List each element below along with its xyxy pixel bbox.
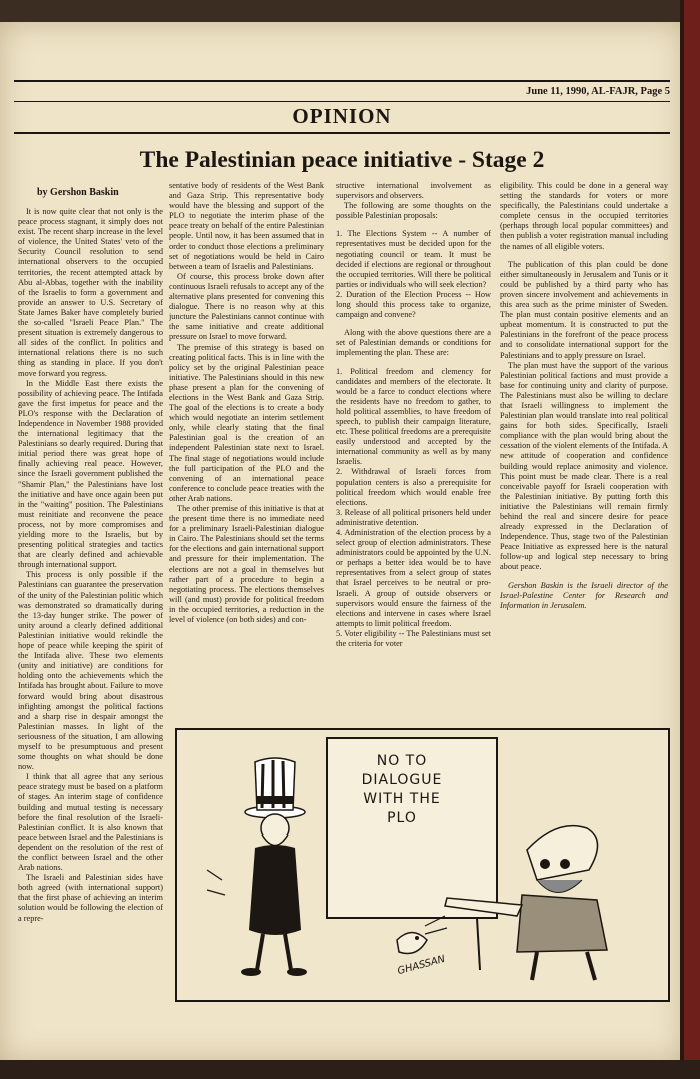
list-item: 2. Withdrawal of Israeli forces from population centers is also a prerequisite for political freedom which would enable free elections. [336, 467, 491, 507]
page-folio: June 11, 1990, AL-FAJR, Page 5 [526, 86, 670, 97]
list-item: 1. Political freedom and clemency for candidates and members of the electorate. It would be a farce to conduct elections where the residents have no freedom to gather, to hold political assemblies, to have freedom of speech, to publish their campaign literature, etc. These political freedoms are a prerequisite easily understood and accepted by the international community as well as by many Israelis. [336, 366, 491, 467]
paragraph: structive international involvement as supervisors and observers. [336, 181, 491, 201]
article-column-4 [500, 181, 668, 721]
list-item: 2. Duration of the Election Process -- How long should this process take to organize, campaign and convene? [336, 289, 491, 320]
sign-line: WITH THE [363, 791, 441, 807]
paragraph: eligibility. This could be done in a general way setting the standards for voters or more specifically, the Palestinians could undertake a complete census in the occupied territories (perhaps through local popular committees) and then publish a voter registration manual including the names of all eligible voters. [500, 181, 668, 251]
paragraph: It is now quite clear that not only is the peace process stagnant, it simply does not exist. The recent sharp increase in the level of violence, the United States' veto of the Security Council resolution to send international observers to the occupied territories, the recent attempted attack by Abu al-Abbas, together with the inability of the Israelis to form a government and provide an answer to U.S. Secretary of State James Baker have completely buried the so-called "Israeli Peace Plan." The present situation is extremely dangerous to all sides of the conflict. In politics and international relations there is no such thing as standing in place. If you don't move forward you regress. [18, 207, 163, 378]
paragraph: The following are some thoughts on the possible Palestinian proposals: [336, 201, 491, 221]
paragraph: In the Middle East there exists the possibility of achieving peace. The Intifada gave the first impetus for peace and the PLO's response with the Declaration of Independence in November 1988 provided the international legitimacy that the Palestinians so dearly required. During that initial period there was great hope of finally achieving real peace. However, since the Israeli government published the "Shamir Plan," the Palestinians have lost the initiative and have once again been put in the "waiting" position. The Palestinians must reinitiate and reconvene the peace process, not by more compromises and yielding more to the Israelis, but by presenting political strategies and tactics that are clearly defined and achievable through international support. [18, 378, 163, 570]
paragraph: The premise of this strategy is based on creating political facts. This is in line with the policy set by the original Palestinian peace initiative. The Palestinians should in this new phase present a plan for the convening of elections in the West Bank and Gaza Strip. The goal of the elections is to create a body which would negotiate an interim settlement only, while clearly stating that the final Palestinian goal is the creation of an independent Palestinian state next to Israel. The final stage of negotiations would include the full participation of the PLO and the convening of an international peace conference to conclude peace treaties with the other Arab nations. [169, 342, 324, 503]
paragraph: The publication of this plan could be done either simultaneously in Jerusalem and Tunis or it could be published by a third party who has proven sincere involvement and achievements in this area such as the prime minister of Sweden. The plan must contain positive elements and an upbeat momentum. It is constructed to put the Palestinians in the forefront of the peace process and to consolidate international support for the Palestinians and to apply pressure on Israel. [500, 259, 668, 360]
header-rule-bottom [14, 132, 670, 134]
paragraph: This process is only possible if the Palestinians can guarantee the preservation of the unity of the Palestinian politic which was demonstrated so dramatically during the 13-day hunger strike. The power of unity around a clearly defined additional Palestinian initiative would rekindle the hope of peace while keeping the spirit of the Intifada alive. These two elements (unity and initiative) are conditions for holding onto the achievements which the Intifada has brought about. Failure to move forward would bring about disastrous infighting amongst the political factions and a sharp rise in despair amongst the Palestinian masses. In light of the seriousness of the situation, I am allowing myself to be presumptuous and present some thoughts on what should be done now. [18, 570, 163, 772]
paragraph: sentative body of residents of the West Bank and Gaza Strip. This representative body would have the blessing and support of the PLO to negotiate the interim phase of the peace treaty on behalf of the entire Palestinian people. Until now, it has been assumed that in order to conduct those elections a preliminary set of negotiations would be held in Cairo between a team of Israelis and Palestinians. [169, 181, 324, 271]
list-item: 5. Voter eligibility -- The Palestinians must set the criteria for voter [336, 628, 491, 649]
list-item: 1. The Elections System -- A number of representatives must be decided upon for the negotiating council or team. It must be decided if elections are regional or throughout the occupied territories. Will there be political parties or individuals who will seek election? [336, 229, 491, 289]
list-item: 4. Administration of the election process by a select group of election administrators. These administrators could be appointed by the U.N. or perhaps a better idea would be to have representatives from a select group of states that Israel perceives to be neutral or pro-Israeli. A group of outside observers or supervisors would ensure the fairness of the elections and intervene in cases where Israel attempts to limit political freedom. [336, 528, 491, 628]
article-column-1 [18, 207, 163, 1059]
sign-pole [477, 918, 480, 970]
author-bio: Gershon Baskin is the Israeli director of the Israel-Palestine Center for Research and Information in Jerusalem. [500, 580, 668, 610]
dove-figure [397, 933, 427, 954]
paragraph: Of course, this process broke down after continuous Israeli refusals to accept any of the alternative plans presented for convening this dialogue. There is no reason why at this juncture the Palestinians cannot continue with the same initiative and create additional pressure on Israel to move forward. [169, 271, 324, 342]
sign-line: DIALOGUE [361, 772, 443, 788]
paragraph: Along with the above questions there are a set of Palestinian demands or conditions for implementing the plan. These are: [336, 328, 491, 358]
editorial-cartoon [175, 728, 670, 1002]
uncle-sam-figure [241, 758, 307, 976]
paragraph: The plan must have the support of the various Palestinian political factions and must provide a base for continuing unity and clarity of purpose. The Palestinians must also be willing to declare that Israeli willingness to implement the Palestinian plan would translate into real political gains for both sides. Specifically, Israeli compliance with the plan would bring about the cessation of the violent elements of the Intifada. A new attitude of cooperation and confidence building would replace animosity and violence. This point must be made clear. There is a real conceivable payoff for Israeli cooperation with the Palestinian initiative. By putting forth this initiative the Palestinians will remain firmly behind the real and sincere desire for peace already expressed in the Declaration of Independence. Thus, stage two of the Palestinian Peace Initiative as expressed here is the natural follow-up and logical step necessary to bring about peace. [500, 360, 668, 572]
book-spine [684, 0, 700, 1079]
section-title: OPINION [292, 104, 392, 128]
header-rule-top [14, 80, 670, 82]
header-rule-mid [14, 101, 670, 102]
sign-line: NO TO [376, 753, 428, 769]
cartoonist-signature: GHASSAN [396, 953, 447, 978]
paragraph: I think that all agree that any serious peace strategy must be based on a platform of stages. An interim stage of confidence building and mutual testing is necessary before the final resolution of the Israeli-Palestinian conflict. It is also known that peace between Israel and the Palestinians is dependent on the resolution of the rest of the conflict between Israel and the other Arab nations. [18, 772, 163, 873]
paragraph: The other premise of this initiative is that at the present time there is no immediate need for a preliminary Israeli-Palestinian dialogue in Cairo. The Palestinians should set the terms for the elections and gain international support and pressure for their implementation. The elections are not a goal in themselves but rather part of a procedure to begin a negotiating process. The elections themselves will (and must) provide for political freedom in the occupied territories, a reduction in the level of violence (on both sides) and con- [169, 504, 324, 625]
article-column-2 [169, 181, 324, 701]
sign-line: PLO [387, 810, 417, 826]
article-byline: by Gershon Baskin [37, 187, 119, 198]
list-item: 3. Release of all political prisoners held under administrative detention. [336, 507, 491, 527]
paragraph: The Israeli and Palestinian sides have both agreed (with international support) that the first phase of achieving an interim solution would be following the election of a repre- [18, 873, 163, 923]
article-column-3 [336, 181, 491, 701]
scan-bottom-edge [0, 1060, 700, 1079]
sign-text [342, 752, 462, 828]
article-headline: The Palestinian peace initiative - Stage 2 [139, 147, 545, 173]
